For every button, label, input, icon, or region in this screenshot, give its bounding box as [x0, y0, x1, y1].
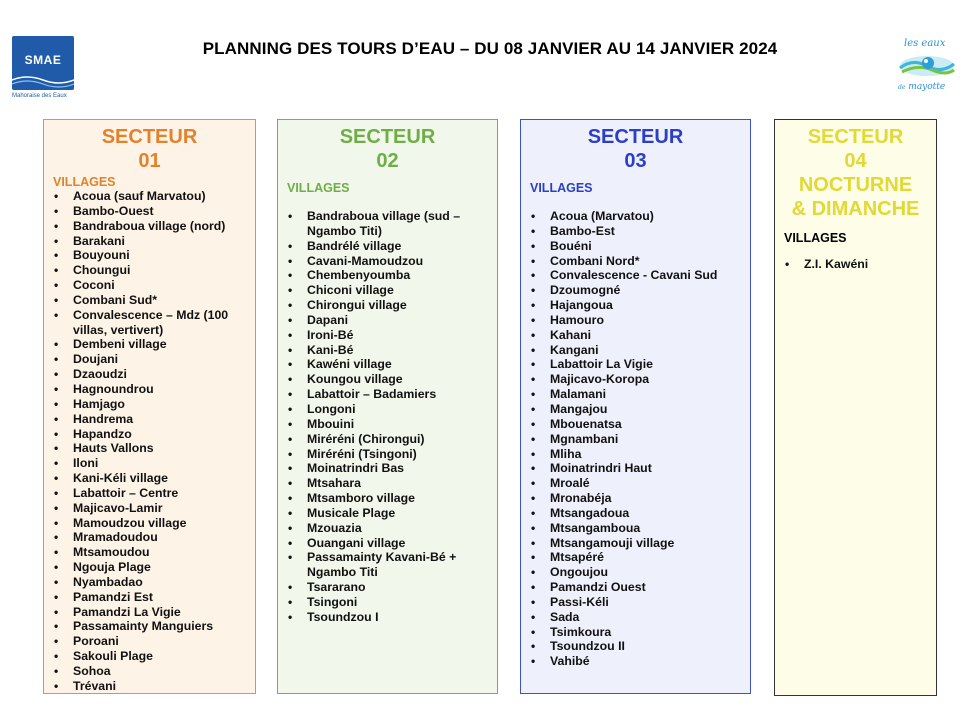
village-list-item: • Combani Sud*: [53, 293, 251, 308]
sector-02-villages-label: VILLAGES: [287, 181, 350, 195]
village-list-item: • Cavani-Mamoudzou: [287, 254, 493, 269]
village-list-item: • Labattoir La Vigie: [530, 357, 746, 372]
village-list-item: • Majicavo-Lamir: [53, 501, 251, 516]
village-list-item: • Mronabéja: [530, 491, 746, 506]
village-list-item: • Mtsangadoua: [530, 506, 746, 521]
village-list-item: • Mramadoudou: [53, 530, 251, 545]
village-list-item: • Moinatrindri Haut: [530, 461, 746, 476]
village-list-item: • Mamoudzou village: [53, 516, 251, 531]
village-list-item: • Z.I. Kawéni: [784, 257, 932, 272]
village-list-item: • Convalescence - Cavani Sud: [530, 268, 746, 283]
village-list-item: • Barakani: [53, 234, 251, 249]
village-list-item: • Chiconi village: [287, 283, 493, 298]
village-list-item: • Tsoundzou I: [287, 610, 493, 625]
village-list-item: • Labattoir – Centre: [53, 486, 251, 501]
sector-01-title-line1: SECTEUR: [101, 126, 198, 148]
village-list-item: • Mtsamoudou: [53, 545, 251, 560]
village-list-item: • Mtsangamboua: [530, 521, 746, 536]
village-list-item: • Chembenyoumba: [287, 268, 493, 283]
village-list-item: • Mangajou: [530, 402, 746, 417]
village-list-item: • Bandrélé village: [287, 239, 493, 254]
village-list-item: • Doujani: [53, 352, 251, 367]
village-list-item: • Malamani: [530, 387, 746, 402]
sector-02-heading: [278, 125, 497, 173]
village-list-item: • Hamouro: [530, 313, 746, 328]
village-list-item: • Kahani: [530, 328, 746, 343]
smae-logo: [12, 36, 76, 108]
village-list-item: • Mzouazia: [287, 521, 493, 536]
village-list-item: • Koungou village: [287, 372, 493, 387]
village-list-item: • Acoua (Marvatou): [530, 209, 746, 224]
village-list-item: • Dzaoudzi: [53, 367, 251, 382]
sector-04-title-line2: 04: [844, 150, 867, 172]
village-list-item: • Vahibé: [530, 654, 746, 669]
village-list-item: • Dembeni village: [53, 337, 251, 352]
village-list-item: • Mliha: [530, 447, 746, 462]
village-list-item: • Mtsapéré: [530, 550, 746, 565]
village-list-item: • Hagnoundrou: [53, 382, 251, 397]
sector-03-title-line2: 03: [624, 150, 647, 172]
village-list-item: • Miréréni (Tsingoni): [287, 447, 493, 462]
village-list-item: • Mbouini: [287, 417, 493, 432]
sector-03-panel: [520, 119, 751, 694]
village-list-item: • Combani Nord*: [530, 254, 746, 269]
village-list-item: • Passamainty Kavani-Bé + Ngambo Titi: [287, 550, 493, 580]
village-list-item: • Convalescence – Mdz (100 villas, vertivert): [53, 308, 251, 338]
sector-03-villages-label: VILLAGES: [530, 181, 593, 195]
smae-logo-subtitle: Mahoraise des Eaux: [12, 93, 67, 99]
village-list-item: • Mtsahara: [287, 476, 493, 491]
page-title: PLANNING DES TOURS D’EAU – DU 08 JANVIER AU 14 JANVIER 2024: [202, 39, 778, 58]
village-list-item: • Sakouli Plage: [53, 649, 251, 664]
les-eaux-de-mayotte-logo: [894, 38, 960, 100]
village-list-item: • Tsimkoura: [530, 625, 746, 640]
sector-01-village-list: [44, 189, 255, 694]
village-list-item: • Mtsamboro village: [287, 491, 493, 506]
sector-04-village-list: [775, 257, 936, 272]
village-list-item: • Hapandzo: [53, 427, 251, 442]
village-list-item: • Musicale Plage: [287, 506, 493, 521]
village-list-item: • Hamjago: [53, 397, 251, 412]
sector-01-heading: [44, 125, 255, 173]
village-list-item: • Kangani: [530, 343, 746, 358]
village-list-item: • Bambo-Ouest: [53, 204, 251, 219]
logo-eaux-bottom-small: de: [898, 84, 906, 91]
village-list-item: • Coconi: [53, 278, 251, 293]
village-list-item: • Bambo-Est: [530, 224, 746, 239]
sector-03-village-list: [521, 209, 750, 669]
sector-01-villages-label: VILLAGES: [53, 175, 116, 189]
village-list-item: • Miréréni (Chirongui): [287, 432, 493, 447]
logo-eaux-bottom-main: mayotte: [908, 82, 946, 92]
village-list-item: • Pamandzi Ouest: [530, 580, 746, 595]
village-list-item: • Majicavo-Koropa: [530, 372, 746, 387]
sector-02-title-line2: 02: [376, 150, 399, 172]
village-list-item: • Ironi-Bé: [287, 328, 493, 343]
village-list-item: • Choungui: [53, 263, 251, 278]
village-list-item: • Trévani: [53, 679, 251, 694]
smae-logo-text: SMAE: [24, 53, 62, 67]
village-list-item: • Hauts Vallons: [53, 441, 251, 456]
village-list-item: • Pamandzi La Vigie: [53, 605, 251, 620]
logo-eaux-bottom: [898, 82, 945, 92]
water-drop-icon: [898, 50, 956, 82]
village-list-item: • Sohoa: [53, 664, 251, 679]
village-list-item: • Tsoundzou II: [530, 639, 746, 654]
village-list-item: • Mgnambani: [530, 432, 746, 447]
village-list-item: • Pamandzi Est: [53, 590, 251, 605]
village-list-item: • Bouyouni: [53, 248, 251, 263]
village-list-item: • Dzoumogné: [530, 283, 746, 298]
village-list-item: • Bouéni: [530, 239, 746, 254]
sector-02-panel: [277, 119, 498, 694]
village-list-item: • Kawéni village: [287, 357, 493, 372]
village-list-item: • Labattoir – Badamiers: [287, 387, 493, 402]
sector-04-panel: [774, 119, 937, 696]
village-list-item: • Acoua (sauf Marvatou): [53, 189, 251, 204]
village-list-item: • Ouangani village: [287, 536, 493, 551]
sector-04-title-line4: & DIMANCHE: [791, 198, 920, 220]
sector-04-title-line3: NOCTURNE: [798, 174, 913, 196]
village-list-item: • Hajangoua: [530, 298, 746, 313]
village-list-item: • Tsararano: [287, 580, 493, 595]
village-list-item: • Ongoujou: [530, 565, 746, 580]
village-list-item: • Handrema: [53, 412, 251, 427]
sector-04-heading: [775, 125, 936, 221]
village-list-item: • Poroani: [53, 634, 251, 649]
village-list-item: • Tsingoni: [287, 595, 493, 610]
village-list-item: • Longoni: [287, 402, 493, 417]
sector-04-title-line1: SECTEUR: [807, 126, 904, 148]
village-list-item: • Passamainty Manguiers: [53, 619, 251, 634]
village-list-item: • Kani-Kéli village: [53, 471, 251, 486]
sector-02-village-list: [278, 209, 497, 625]
village-list-item: • Chirongui village: [287, 298, 493, 313]
village-list-item: • Mroalé: [530, 476, 746, 491]
sector-02-title-line1: SECTEUR: [339, 126, 436, 148]
village-list-item: • Bandraboua village (sud – Ngambo Titi): [287, 209, 493, 239]
village-list-item: • Nyambadao: [53, 575, 251, 590]
sector-03-title-line1: SECTEUR: [587, 126, 684, 148]
sector-01-title-line2: 01: [138, 150, 161, 172]
wave-icon: [12, 72, 74, 88]
sector-04-villages-label: VILLAGES: [784, 231, 847, 245]
village-list-item: • Sada: [530, 610, 746, 625]
sector-03-heading: [521, 125, 750, 173]
logo-eaux-top: les eaux: [904, 38, 946, 49]
village-list-item: • Ngouja Plage: [53, 560, 251, 575]
village-list-item: • Kani-Bé: [287, 343, 493, 358]
sector-01-panel: [43, 119, 256, 694]
village-list-item: • Mtsangamouji village: [530, 536, 746, 551]
village-list-item: • Bandraboua village (nord): [53, 219, 251, 234]
village-list-item: • Mbouenatsa: [530, 417, 746, 432]
village-list-item: • Moinatrindri Bas: [287, 461, 493, 476]
village-list-item: • Passi-Kéli: [530, 595, 746, 610]
village-list-item: • Iloni: [53, 456, 251, 471]
village-list-item: • Dapani: [287, 313, 493, 328]
